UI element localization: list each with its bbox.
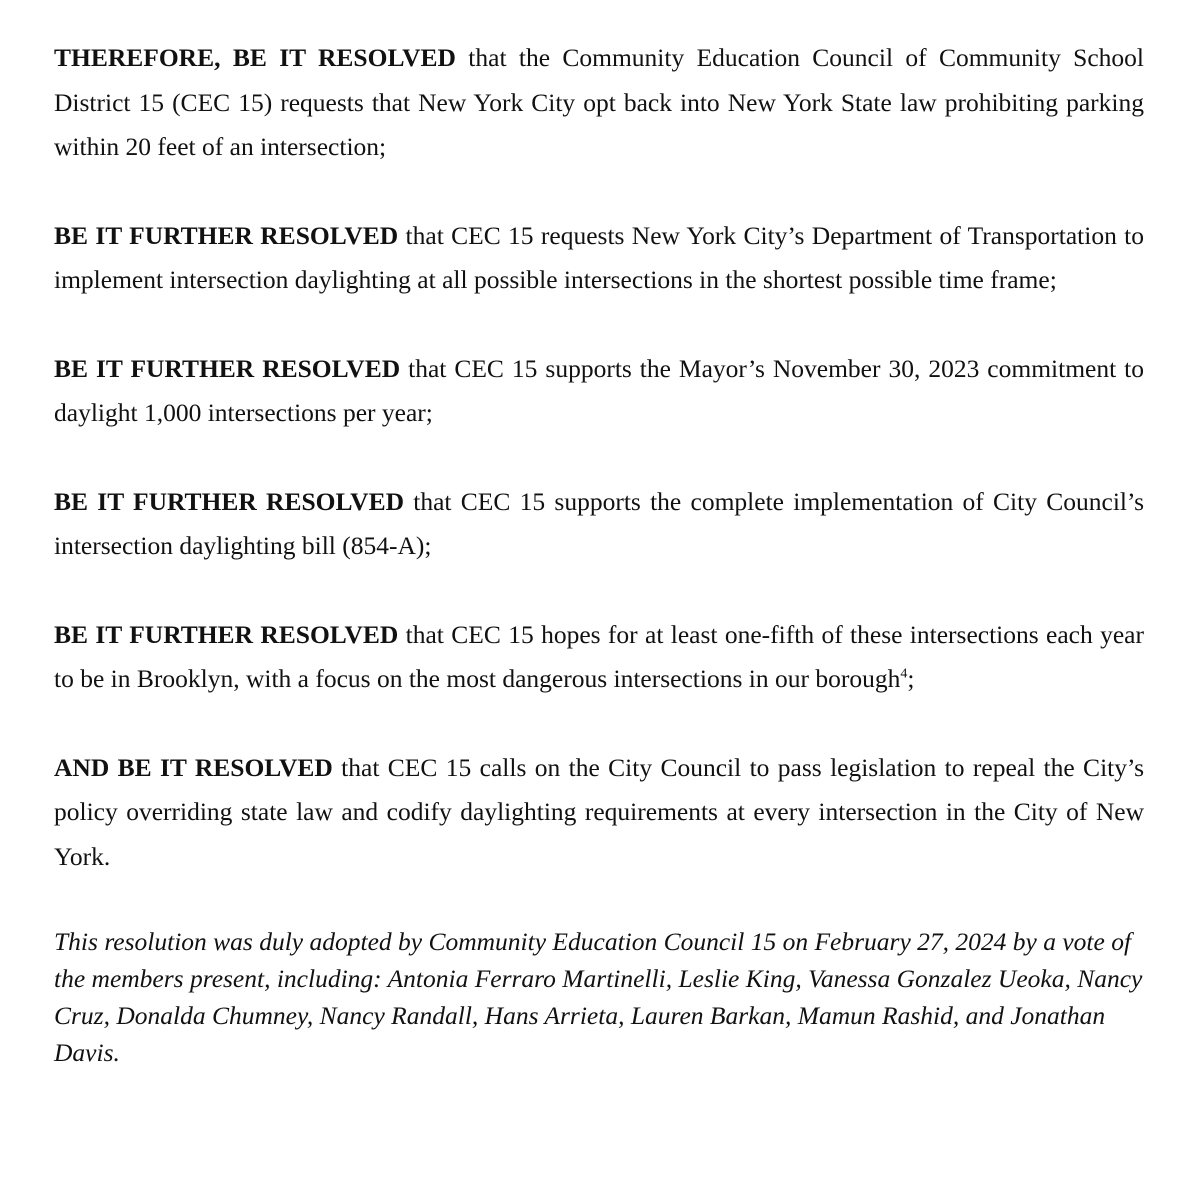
resolution-document (54, 36, 1144, 1071)
resolution-paragraph-4 (54, 480, 1144, 569)
resolution-text-tail: ; (907, 664, 915, 693)
resolution-paragraph-1 (54, 36, 1144, 170)
resolution-lead: BE IT FURTHER RESOLVED (54, 619, 399, 649)
resolution-lead: AND BE IT RESOLVED (54, 752, 333, 782)
resolution-text: that CEC 15 supports the Mayor’s November 30, 2023 commitment to daylight 1,000 intersections per year; (54, 353, 1145, 427)
resolution-paragraph-5 (54, 613, 1144, 702)
resolution-text: that CEC 15 calls on the City Council to pass legislation to repeal the City’s policy overriding state law and codify daylighting requirements at every intersection in the City of New York. (54, 752, 1144, 871)
adoption-note: This resolution was duly adopted by Community Education Council 15 on February 27, 2024 by a vote of the members present, including: Antonia Ferraro Martinelli, Leslie King, Vanessa Gonzalez Ueoka, Nancy Cruz, Donalda Chumney, Nancy Randall, Hans Arrieta, Lauren Barkan, Mamun Rashid, and Jonathan Davis. (54, 927, 1143, 1067)
footnote-marker: 4 (900, 666, 908, 682)
resolution-lead: BE IT FURTHER RESOLVED (54, 353, 401, 383)
resolution-paragraph-3 (54, 347, 1144, 436)
resolution-lead: BE IT FURTHER RESOLVED (54, 486, 405, 516)
resolution-text: that CEC 15 supports the complete implementation of City Council’s intersection daylighting bill (854-A); (54, 486, 1144, 560)
resolution-text: that CEC 15 hopes for at least one-fifth of these intersections each year to be in Brooklyn, with a focus on the most dangerous intersections in our borough (54, 619, 1144, 693)
resolution-paragraph-6 (54, 746, 1144, 880)
resolution-paragraph-2 (54, 214, 1144, 303)
resolution-text: that CEC 15 requests New York City’s Department of Transportation to implement intersection daylighting at all possible intersections in the shortest possible time frame; (54, 220, 1144, 294)
resolution-text: that the Community Education Council of Community School District 15 (CEC 15) requests that New York City opt back into New York State law prohibiting parking within 20 feet of an intersection; (54, 43, 1144, 161)
resolution-lead: THEREFORE, BE IT RESOLVED (54, 43, 456, 72)
resolution-lead: BE IT FURTHER RESOLVED (54, 220, 399, 250)
